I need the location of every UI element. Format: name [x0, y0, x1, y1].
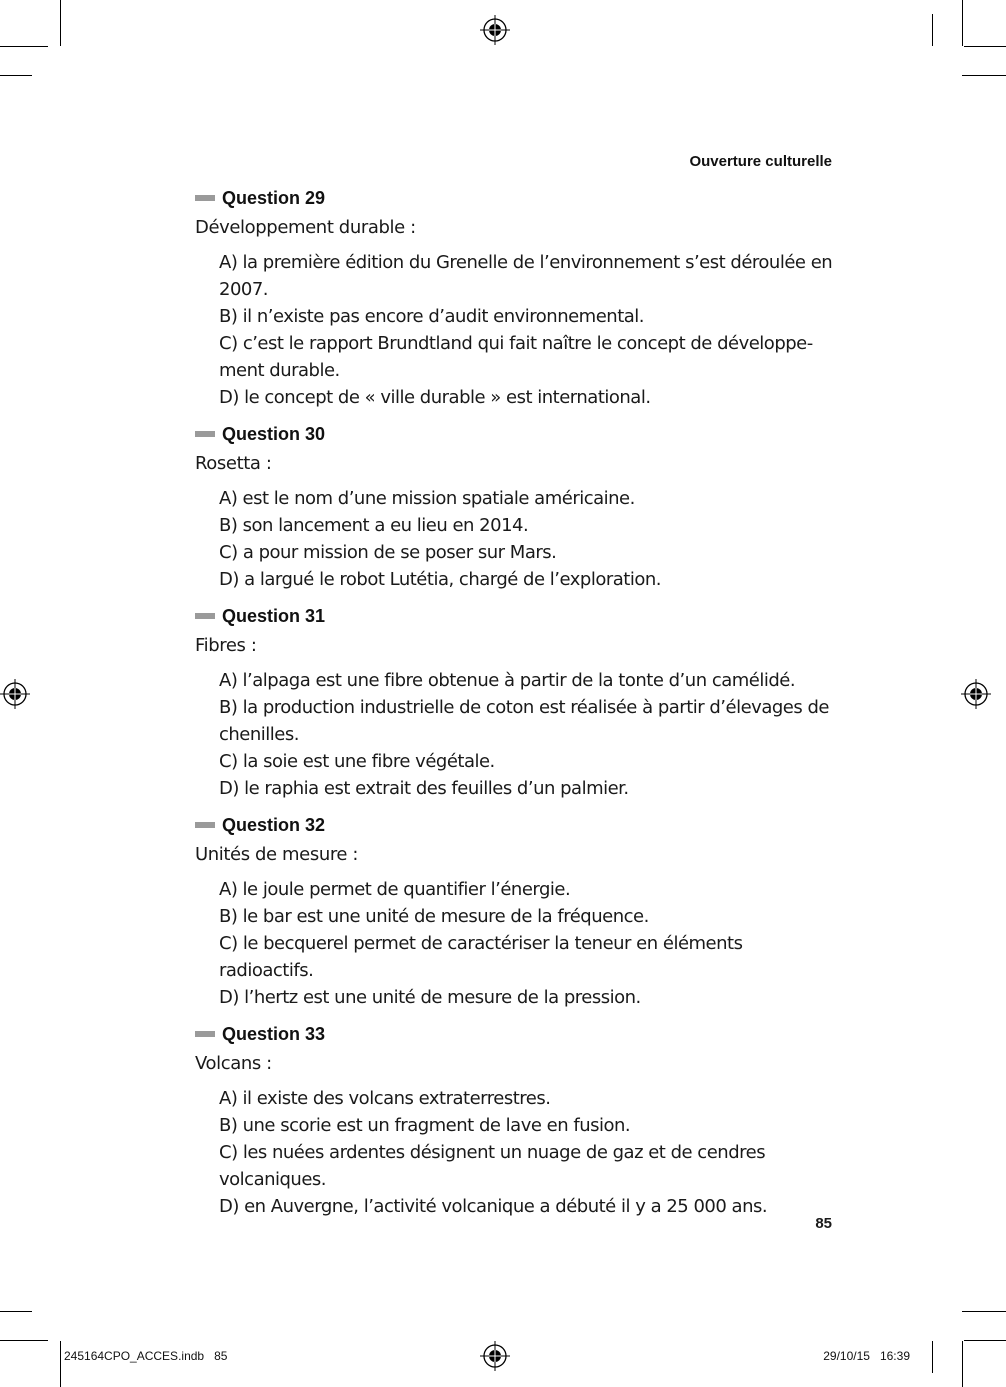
section-header: Ouverture culturelle: [689, 153, 832, 170]
crop-mark: [962, 75, 1006, 76]
crop-mark: [0, 75, 32, 76]
answer-a: A) il existe des volcans extraterrestres.: [219, 1088, 551, 1109]
question-title-text: Question 29: [222, 187, 326, 208]
question-stem: Volcans :: [195, 1053, 272, 1074]
crop-mark: [932, 1341, 933, 1373]
answer-c: C) c’est le rapport Brundtland qui fait naître le concept de développe-ment durable.: [219, 333, 813, 381]
crop-mark: [964, 1340, 1006, 1341]
answer-b: B) le bar est une unité de mesure de la fréquence.: [219, 906, 649, 927]
registration-mark-icon: [480, 15, 510, 45]
crop-mark: [60, 0, 61, 46]
question-30: [195, 421, 835, 593]
question-stem: Fibres :: [195, 635, 257, 656]
answer-a: A) le joule permet de quantifier l’énergie.: [219, 879, 571, 900]
question-32: [195, 812, 835, 1011]
registration-mark-icon: [961, 679, 991, 709]
answer-d: D) l’hertz est une unité de mesure de la pression.: [219, 987, 641, 1008]
answer-c: C) les nuées ardentes désignent un nuage de gaz et de cendres volcaniques.: [219, 1142, 766, 1190]
registration-mark-icon: [0, 679, 30, 709]
page-number: 85: [815, 1215, 832, 1232]
answer-b: B) il n’existe pas encore d’audit environnemental.: [219, 306, 644, 327]
answer-list: [195, 249, 835, 411]
crop-mark: [932, 14, 933, 46]
question-title-text: Question 30: [222, 423, 326, 444]
quiz-content: [195, 185, 835, 1230]
question-stem: Développement durable :: [195, 217, 416, 238]
question-bar-icon: [195, 613, 215, 619]
answer-d: D) le raphia est extrait des feuilles d’un palmier.: [219, 778, 629, 799]
question-title: [195, 603, 835, 629]
question-title-text: Question 32: [222, 814, 326, 835]
crop-mark: [60, 1341, 61, 1387]
question-29: [195, 185, 835, 411]
question-33: [195, 1021, 835, 1220]
answer-c: C) le becquerel permet de caractériser la teneur en éléments radioactifs.: [219, 933, 743, 981]
crop-mark: [962, 0, 963, 46]
question-title: [195, 1021, 835, 1047]
answer-list: [195, 876, 835, 1011]
question-bar-icon: [195, 822, 215, 828]
question-bar-icon: [195, 1031, 215, 1037]
crop-mark: [962, 1311, 1006, 1312]
crop-mark: [0, 1340, 48, 1341]
answer-b: B) une scorie est un fragment de lave en fusion.: [219, 1115, 631, 1136]
answer-list: [195, 1085, 835, 1220]
answer-d: D) en Auvergne, l’activité volcanique a débuté il y a 25 000 ans.: [219, 1196, 768, 1217]
question-stem: Rosetta :: [195, 453, 272, 474]
footer-file-info: 245164CPO_ACCES.indb 85: [64, 1349, 228, 1363]
question-31: [195, 603, 835, 802]
answer-a: A) l’alpaga est une fibre obtenue à partir de la tonte d’un camélidé.: [219, 670, 796, 691]
answer-b: B) son lancement a eu lieu en 2014.: [219, 515, 529, 536]
registration-mark-icon: [480, 1341, 510, 1371]
question-title-text: Question 31: [222, 605, 326, 626]
crop-mark: [0, 1311, 32, 1312]
footer-timestamp: 29/10/15 16:39: [823, 1349, 910, 1363]
answer-b: B) la production industrielle de coton est réalisée à partir d’élevages de chenilles.: [219, 697, 829, 745]
crop-mark: [0, 46, 48, 47]
crop-mark: [962, 1341, 963, 1387]
crop-mark: [964, 46, 1006, 47]
question-stem: Unités de mesure :: [195, 844, 359, 865]
answer-d: D) a largué le robot Lutétia, chargé de l’exploration.: [219, 569, 661, 590]
question-bar-icon: [195, 195, 215, 201]
answer-d: D) le concept de « ville durable » est international.: [219, 387, 651, 408]
question-title: [195, 421, 835, 447]
question-bar-icon: [195, 431, 215, 437]
answer-a: A) la première édition du Grenelle de l’environnement s’est déroulée en 2007.: [219, 252, 833, 300]
question-title-text: Question 33: [222, 1023, 326, 1044]
answer-list: [195, 667, 835, 802]
answer-c: C) la soie est une fibre végétale.: [219, 751, 495, 772]
question-title: [195, 812, 835, 838]
answer-a: A) est le nom d’une mission spatiale américaine.: [219, 488, 635, 509]
question-title: [195, 185, 835, 211]
answer-c: C) a pour mission de se poser sur Mars.: [219, 542, 557, 563]
answer-list: [195, 485, 835, 593]
